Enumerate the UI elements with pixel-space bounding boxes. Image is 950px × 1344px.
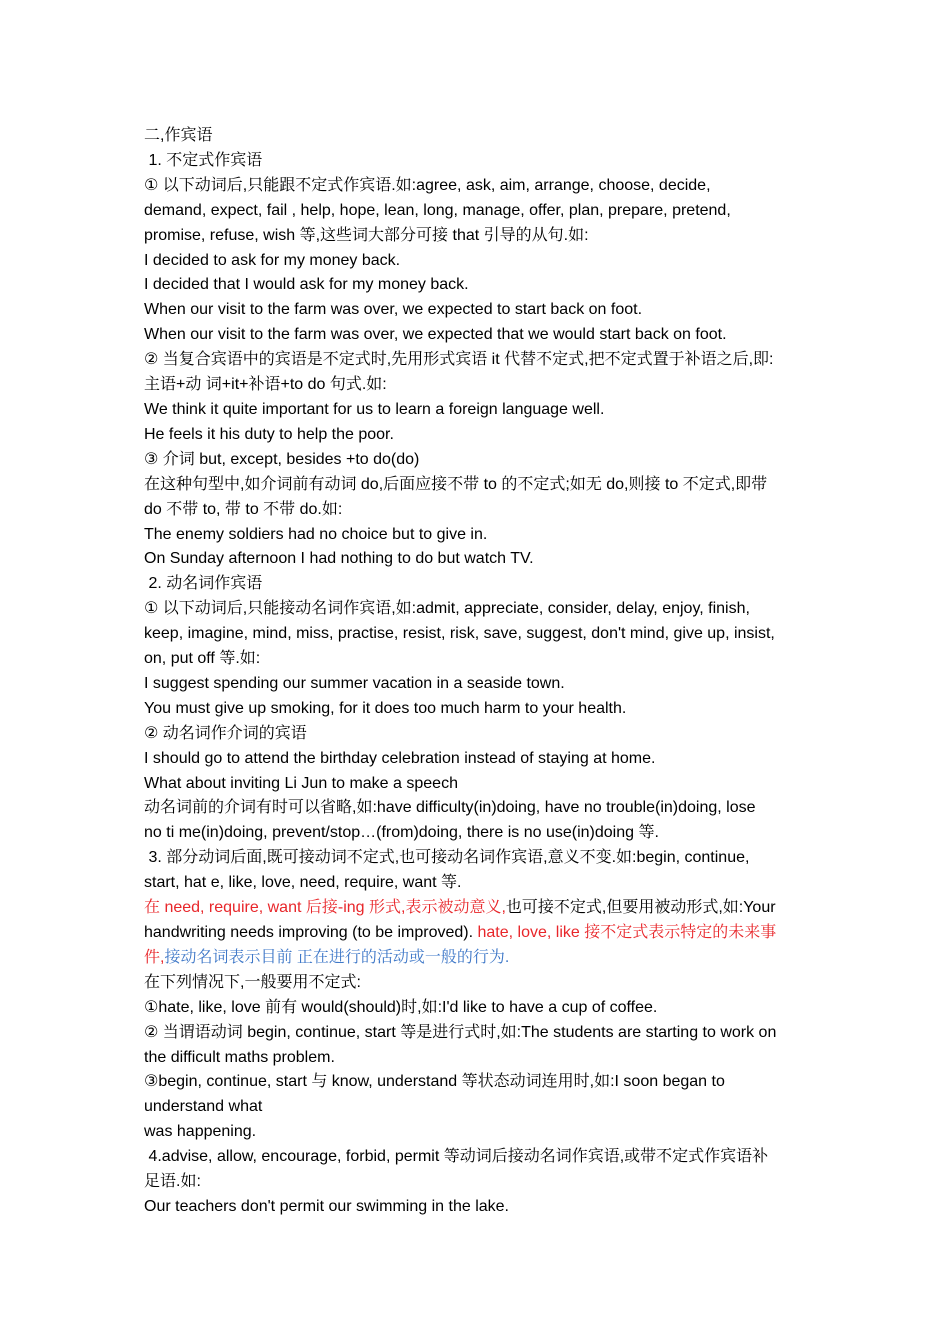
plain-text: handwriting needs improving (to be improved). [144,924,478,941]
subsection-heading: 2. 动名词作宾语 [144,575,263,593]
text-line: 在这种句型中,如介词前有动词 do,后面应接不带 to 的不定式;如无 do,则接 to 不定式,即带 [144,475,768,493]
text-line: ② 当复合宾语中的宾语是不定式时,先用形式宾语 it 代替不定式,把不定式置于补语之后,即: [144,351,774,369]
text-line: do 不带 to, 带 to 不带 do.如: [144,500,343,518]
text-line: ③begin, continue, start 与 know, understand 等状态动词连用时,如:I soon began to [144,1073,725,1091]
text-line: ① 以下动词后,只能接动名词作宾语,如:admit, appreciate, consider, delay, enjoy, finish, [144,600,750,618]
text-line: 足语.如: [144,1173,201,1191]
example-sentence: We think it quite important for us to learn a foreign language well. [144,400,605,418]
example-sentence: The enemy soldiers had no choice but to give in. [144,525,488,543]
example-sentence: When our visit to the farm was over, we expected to start back on foot. [144,301,643,319]
text-line: start, hat e, like, love, need, require, want 等. [144,874,462,892]
mixed-color-line [144,946,812,971]
red-highlight-text: hate, love, like 接不定式表示特定的未来事 [477,924,777,941]
example-sentence: What about inviting Li Jun to make a speech [144,774,458,792]
plain-text: 也可接不定式,但要用被动形式,如:Your [505,899,776,917]
red-highlight-text: 件, [144,948,165,966]
text-line: ② 动名词作介词的宾语 [144,724,307,742]
document-page [144,124,812,1220]
red-highlight-text: 在 need, require, want 后接-ing 形式,表示被动意义, [144,899,506,917]
subsection-heading: 4.advise, allow, encourage, forbid, permit 等动词后接动名词作宾语,或带不定式作宾语补 [144,1148,769,1166]
example-sentence: I should go to attend the birthday celebration instead of staying at home. [144,749,656,767]
text-line: ① 以下动词后,只能跟不定式作宾语.如:agree, ask, aim, arrange, choose, decide, [144,176,711,194]
example-sentence: He feels it his duty to help the poor. [144,425,394,443]
mixed-color-line [144,896,812,921]
example-sentence: I decided that I would ask for my money back. [144,276,469,294]
text-line: was happening. [144,1123,257,1141]
example-sentence: I suggest spending our summer vacation in a seaside town. [144,674,565,692]
example-sentence: I decided to ask for my money back. [144,251,401,269]
example-sentence: Our teachers don't permit our swimming in the lake. [144,1197,509,1215]
text-line: 主语+动 词+it+补语+to do 句式.如: [144,376,387,394]
mixed-color-line [144,921,812,946]
text-line: ③ 介词 but, except, besides +to do(do) [144,450,420,468]
text-line: promise, refuse, wish 等,这些词大部分可接 that 引导的从句.如: [144,226,589,244]
text-line: ② 当谓语动词 begin, continue, start 等是进行式时,如:The students are starting to work on [144,1023,777,1041]
text-line: keep, imagine, mind, miss, practise, resist, risk, save, suggest, don't mind, give up, insist, [144,625,775,643]
text-line: no ti me(in)doing, prevent/stop…(from)doing, there is no use(in)doing 等. [144,824,659,842]
text-line: ①hate, like, love 前有 would(should)时,如:I'd like to have a cup of coffee. [144,998,658,1016]
text-line: 在下列情况下,一般要用不定式: [144,973,361,991]
subsection-heading: 1. 不定式作宾语 [144,151,263,169]
example-sentence: On Sunday afternoon I had nothing to do but watch TV. [144,550,534,568]
section-heading: 二,作宾语 [144,127,213,144]
text-line: on, put off 等.如: [144,650,261,668]
subsection-heading: 3. 部分动词后面,既可接动词不定式,也可接动名词作宾语,意义不变.如:begin, continue, [144,849,750,867]
text-line: 动名词前的介词有时可以省略,如:have difficulty(in)doing, have no trouble(in)doing, lose [144,799,756,817]
text-line: demand, expect, fail , help, hope, lean, long, manage, offer, plan, prepare, pretend, [144,201,731,219]
example-sentence: When our visit to the farm was over, we expected that we would start back on foot. [144,326,727,344]
blue-highlight-text: 接动名词表示目前 正在进行的活动或一般的行为. [164,948,510,966]
text-line: understand what [144,1098,263,1116]
text-line: the difficult maths problem. [144,1048,335,1066]
example-sentence: You must give up smoking, for it does too much harm to your health. [144,699,627,717]
